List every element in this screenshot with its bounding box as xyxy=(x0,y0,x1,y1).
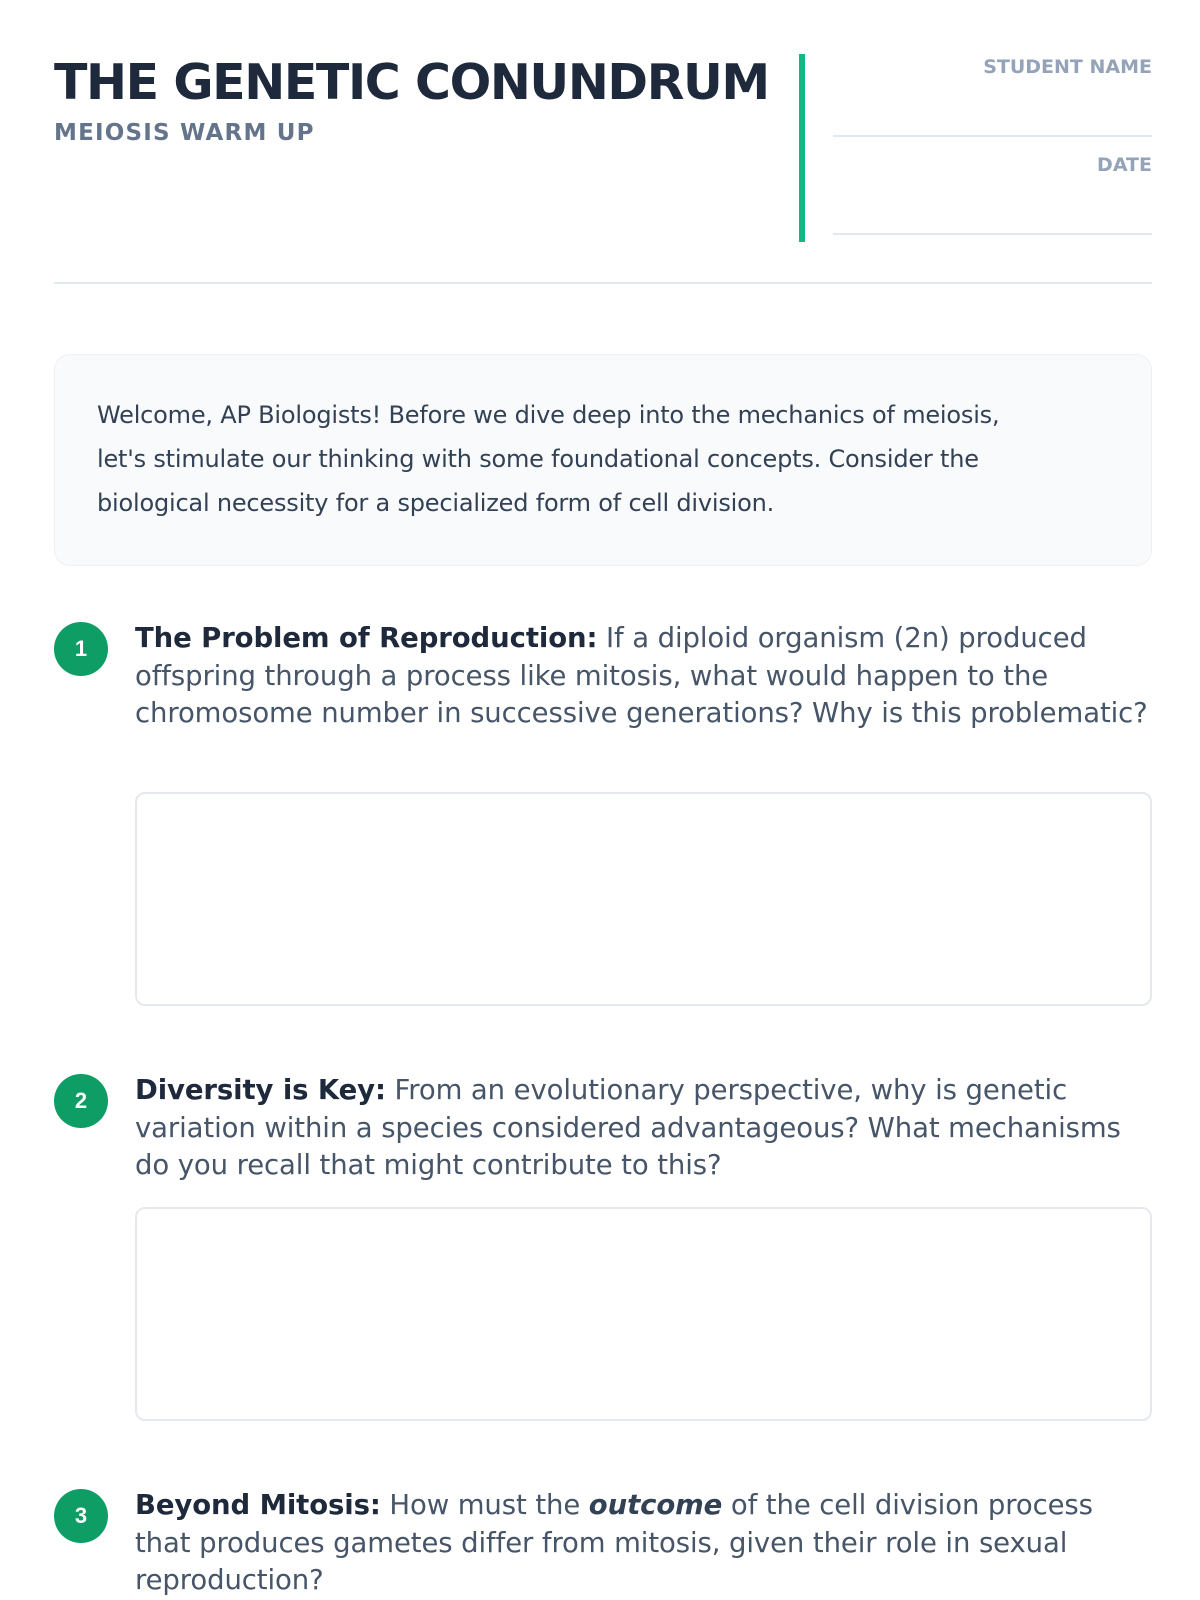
answer-box-2[interactable] xyxy=(135,1207,1152,1421)
question-number-badge: 1 xyxy=(54,622,108,676)
student-name-field[interactable] xyxy=(833,135,1152,137)
question-lead: Diversity is Key: xyxy=(135,1074,386,1106)
question-prompt xyxy=(135,620,1155,733)
question-prompt xyxy=(135,1072,1155,1185)
date-label: DATE xyxy=(1097,154,1152,176)
page-subtitle: MEIOSIS WARM UP xyxy=(54,120,315,146)
student-name-label: STUDENT NAME xyxy=(983,56,1152,78)
question-number-badge: 2 xyxy=(54,1074,108,1128)
question-lead: Beyond Mitosis: xyxy=(135,1489,381,1521)
intro-line-2: let's stimulate our thinking with some foundational concepts. Consider the xyxy=(97,445,979,473)
question-emphasis: outcome xyxy=(588,1489,723,1521)
question-prompt xyxy=(135,1487,1155,1600)
page-title: THE GENETIC CONUNDRUM xyxy=(54,54,769,111)
question-body-end: of the cell division process that produces gametes differ from mitosis, given their role in sexual reproduction? xyxy=(135,1489,1093,1596)
intro-line-3: biological necessity for a specialized form of cell division. xyxy=(97,489,775,517)
question-number-badge: 3 xyxy=(54,1489,108,1543)
header-divider xyxy=(54,282,1152,284)
question-body-start: How must the xyxy=(380,1489,589,1521)
worksheet-header xyxy=(54,52,1152,242)
question-body: From an evolutionary perspective, why is genetic variation within a species considered advantageous? What mechanisms do you recall that might contribute to this? xyxy=(135,1074,1121,1181)
question-lead: The Problem of Reproduction: xyxy=(135,622,598,654)
intro-panel xyxy=(54,354,1152,566)
intro-line-1: Welcome, AP Biologists! Before we dive deep into the mechanics of meiosis, xyxy=(97,401,1000,429)
date-field[interactable] xyxy=(833,233,1152,235)
accent-divider xyxy=(799,54,805,242)
question-body: If a diploid organism (2n) produced offspring through a process like mitosis, what would happen to the chromosome number in successive generations? Why is this problematic? xyxy=(135,622,1148,729)
answer-box-1[interactable] xyxy=(135,792,1152,1006)
